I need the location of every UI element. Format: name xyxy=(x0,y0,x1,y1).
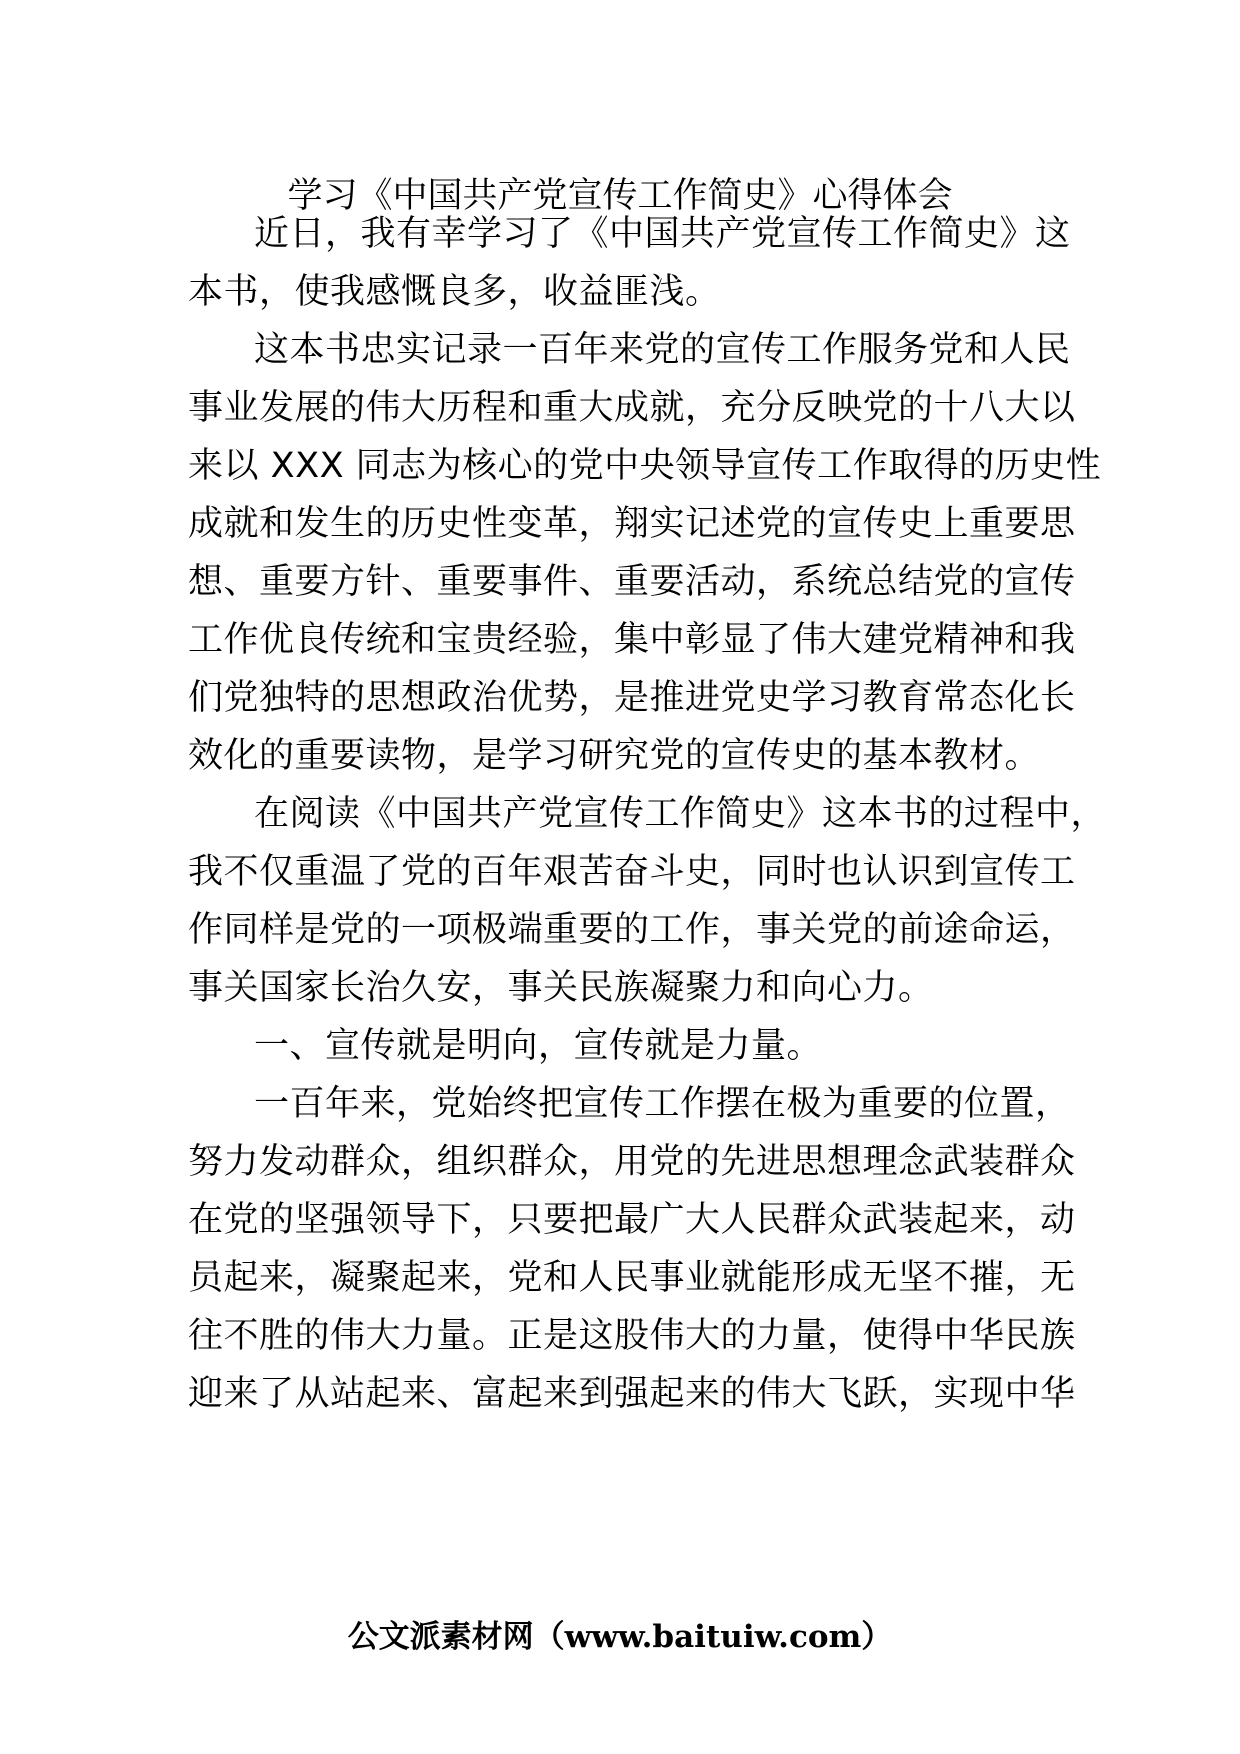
paragraph-line: 作同样是党的一项极端重要的工作，事关党的前途命运， xyxy=(188,910,1076,950)
paragraph-line: 成就和发生的历史性变革，翔实记述党的宣传史上重要思 xyxy=(188,504,1076,544)
paragraph-line: 一百年来，党始终把宣传工作摆在极为重要的位置， xyxy=(254,1084,1071,1124)
paragraph-line: 效化的重要读物，是学习研究党的宣传史的基本教材。 xyxy=(188,736,1041,776)
paragraph-line: 努力发动群众，组织群众，用党的先进思想理念武装群众 xyxy=(188,1142,1076,1182)
paragraph-line: 想、重要方针、重要事件、重要活动，系统总结党的宣传 xyxy=(188,562,1076,602)
document-title: 学习《中国共产党宣传工作简史》心得体会 xyxy=(287,176,953,216)
section-heading: 一、宣传就是明向，宣传就是力量。 xyxy=(254,1026,823,1066)
paragraph-line: 近日，我有幸学习了《中国共产党宣传工作简史》这 xyxy=(254,214,1071,254)
paragraph-line: 本书，使我感慨良多，收益匪浅。 xyxy=(188,272,721,312)
footer-watermark: 公文派素材网（www.baituiw.com） xyxy=(347,1619,893,1655)
paragraph-line: 事关国家长治久安，事关民族凝聚力和向心力。 xyxy=(188,968,934,1008)
paragraph-line: 迎来了从站起来、富起来到强起来的伟大飞跃，实现中华 xyxy=(188,1374,1076,1414)
paragraph-line: 在党的坚强领导下，只要把最广大人民群众武装起来，动 xyxy=(188,1200,1076,1240)
paragraph-line: 往不胜的伟大力量。正是这股伟大的力量，使得中华民族 xyxy=(188,1316,1076,1356)
paragraph-line: 来以 XXX 同志为核心的党中央领导宣传工作取得的历史性 xyxy=(188,446,1102,486)
paragraph-line: 这本书忠实记录一百年来党的宣传工作服务党和人民 xyxy=(254,330,1071,370)
paragraph-line: 事业发展的伟大历程和重大成就，充分反映党的十八大以 xyxy=(188,388,1076,428)
paragraph-line: 在阅读《中国共产党宣传工作简史》这本书的过程中， xyxy=(254,794,1107,834)
paragraph-line: 员起来，凝聚起来，党和人民事业就能形成无坚不摧，无 xyxy=(188,1258,1076,1298)
paragraph-line: 工作优良传统和宝贵经验，集中彰显了伟大建党精神和我 xyxy=(188,620,1076,660)
paragraph-line: 们党独特的思想政治优势，是推进党史学习教育常态化长 xyxy=(188,678,1076,718)
paragraph-line: 我不仅重温了党的百年艰苦奋斗史，同时也认识到宣传工 xyxy=(188,852,1076,892)
